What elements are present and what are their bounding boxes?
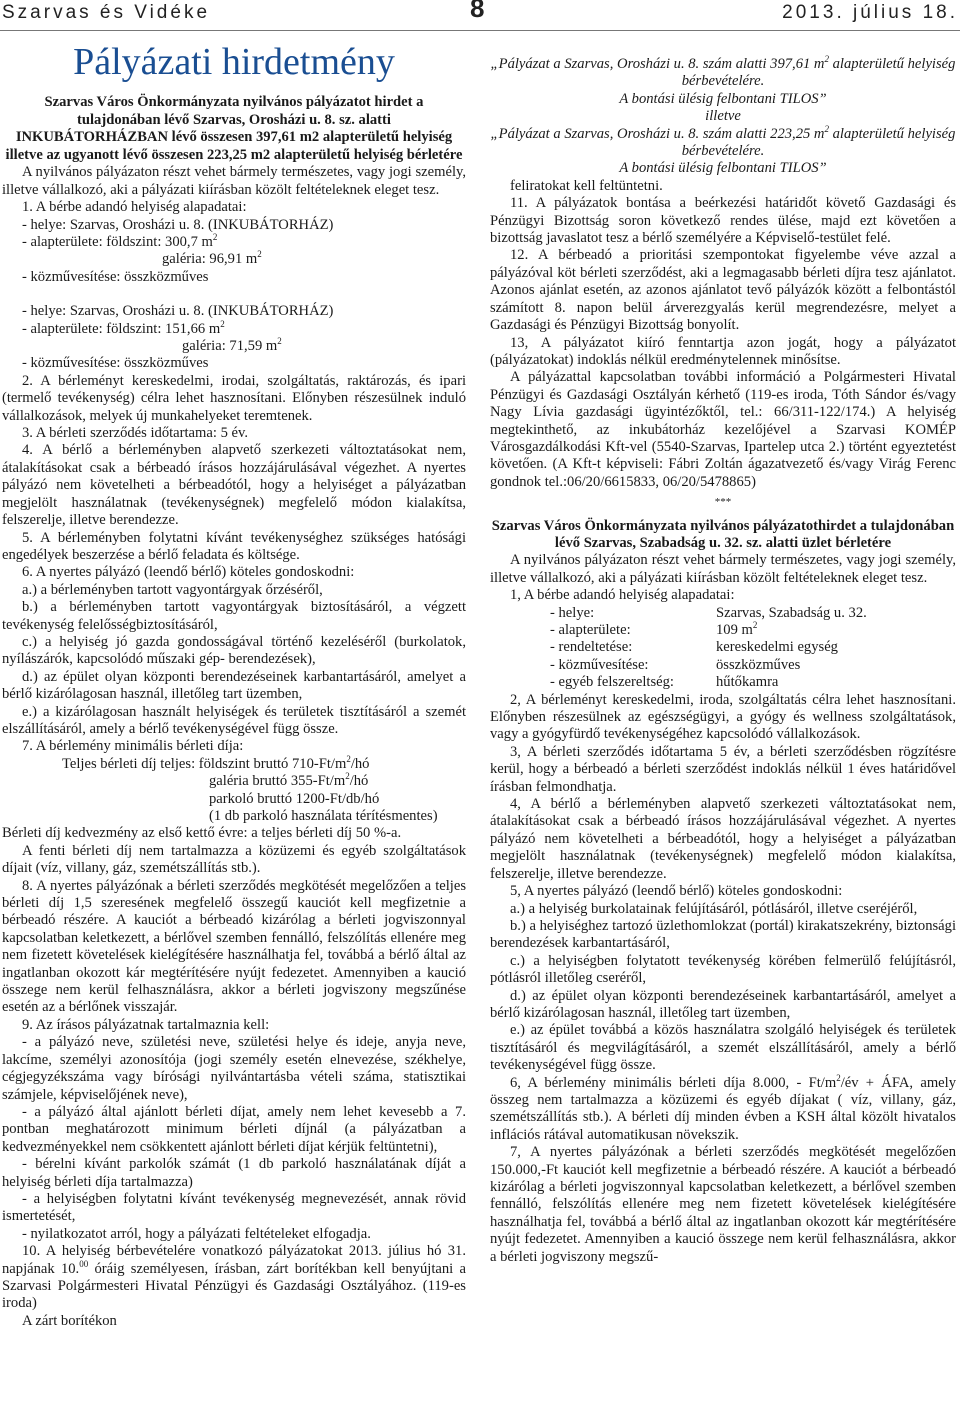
paragraph: e.) a kizárólagosan használt helyiségek és területek tisztításáról a szemét elszállításáról, amely a bérlő tevékenységével függ össze. <box>2 703 466 737</box>
paragraph: 6, A bérlemény minimális bérleti díja 8.000, - $Ft/m^2/év$ + ÁFA, amely összeg nem tartalmazza a közüzemi és egyéb díjakat ( víz, villany, gáz, szemétszállítás stb.). A bérleti díj minden évben a KSH által közölt hivatalos inflációs rátával automatikusan növekszik. <box>490 1072 957 1143</box>
paragraph: 10. A helyiség bérbevételére vonatkozó pályázatokat 2013. július hó 31. napjának 10.00 óráig személyesen, írásban, zárt borítékban kell benyújtani a Szarvasi Polgármesteri Hivatal Pénzügyi és Gazdasági Osztályához. (119-es iroda) <box>2 1243 466 1312</box>
page-title: Pályázati hirdetmény <box>73 41 395 83</box>
paragraph: d.) az épület olyan központi berendezéseinek karbantartásáról, amelyet a bérlő kizárólagosan használ, illetőleg tart üzemben, <box>2 668 466 703</box>
paragraph: Bérleti díj kedvezmény az első kettő évre: a teljes bérleti díj 50 %-a. <box>2 825 402 842</box>
paragraph: e.) az épület továbbá a közös használatra szolgáló helyiségek és területek tisztításáról és megvilágításáról, a szemét elszállításáról, amely a bérlő tevékenységével függ össze. <box>490 1022 956 1074</box>
data-line: galéria: 96,91 $m^2$ <box>162 249 262 268</box>
paragraph: 5, A nyertes pályázó (leendő bérlő) köteles gondoskodni: <box>510 883 843 900</box>
data-line: - közművesítése: összközműves <box>22 355 209 372</box>
page-number: 8 <box>470 0 485 23</box>
paragraph: A fenti bérleti díj nem tartalmazza a közüzemi és egyéb szolgáltatások díjait (víz, villany, gáz, szemétszállítás stb.). <box>2 842 466 877</box>
paragraph: 5. A bérleményben folytatni kívánt tevékenységhez szükséges hatósági engedélyek beszerzése a bérlő feladata és költsége. <box>2 529 466 563</box>
section-divider: *** <box>714 496 732 509</box>
paragraph: 4, A bérlő a bérleményben alapvető szerkezeti változtatásokat nem, átalakításokat csak a bérbeadó írásos hozzájárulásával végezhet. A nyertes pályázó nem követelheti a bérbeadótól, hogy a helyiséget a pályázatban megjelölt használatnak (tevékenységnek) megfelelő módon kialakítsa, felszerelje, illetve berendezze. <box>490 796 956 882</box>
paragraph: 13, A pályázatot kiíró fenntartja azon jogát, hogy a pályázatot (pályázatokat) indoklás nélkül eredménytelennek minősítse. <box>490 334 956 368</box>
data-row: - helye: Szarvas, Szabadság u. 32. <box>550 604 867 621</box>
paragraph: A nyilvános pályázaton részt vehet bármely természetes, vagy jogi személy, illetve vállalkozó, aki a pályázati kiírásban közölt feltételeknek eleget tesz. <box>2 164 466 198</box>
paragraph: a.) a bérleményben tartott vagyontárgyak őrzéséről, <box>22 581 323 598</box>
paragraph: 12. A bérbeadó a prioritási szempontokat figyelembe véve azzal a pályázóval köt bérleti szerződést, aki a legmagasabb bérleti díjra tesz ajánlatot. Azonos ajánlat esetén, az azonos ajánlatot tevő pályázók között a felbontástól számított 8. napon belül árverezgyalás kerül megrendezésre, melyet a Gazdasági és Pénzügyi Bizottság bonyolít. <box>490 247 956 334</box>
data-line: - közművesítése: összközműves <box>22 268 209 285</box>
paragraph: 4. A bérlő a bérleményben alapvető szerkezeti változtatásokat nem, átalakításokat csak a bérbeadó írásos hozzájárulásával végezhet. A nyertes pályázó nem követelheti a bérbeadótól, hogy a helyiséget a pályázatban megjelölt használatnak (tevékenységnek) megfelelő módon kialakítsa, felszerelje, illetve berendezze. <box>2 442 466 529</box>
paragraph: 11. A pályázatok bontása a beérkezési határidőt követő Gazdasági és Pénzügyi Bizottság soron következő rendes ülése, majd ezt követően a bizottság javaslatot tesz a bérlő személyére a Képviselő-testület felé. <box>490 195 956 247</box>
page-header <box>0 0 960 31</box>
data-line: galéria: 71,59 $m^2$ <box>182 336 282 355</box>
fee-line: parkoló bruttó 1200-Ft/db/hó <box>209 790 380 807</box>
paragraph: 7. A bérlemény minimális bérleti díja: <box>22 738 244 755</box>
paragraph: 7, A nyertes pályázónak a bérleti szerződés megkötését megelőzően 150.000,-Ft kauciót kell megfizetnie a bérbeadó részére. A kauciót a bérbeadó kizárólag a bérleti jogviszonnyal kapcsolatban keletkezett, a bérlővel szemben fennálló, felszólítás ellenére meg nem fizetett követelések kielégítésére használhatja fel, továbbá a bérlő által az ingatlanban okozott kár megtérítésére nyújt fedezetet. Amennyiben a kaució összege nem kerül felhasználásra, akkor a bérleti jogviszony megszű- <box>490 1144 956 1265</box>
data-row: - alapterülete: 109 $m^2$ <box>550 620 758 638</box>
fee-line: galéria bruttó $355-Ft/m^2/hó$ <box>209 771 369 790</box>
paragraph: c.) a helyiség jó gazda gondosságával történő kezeléséről (burkolatok, nyílászárók, kapcsolódó műszaki gép- berendezések), <box>2 633 466 668</box>
paragraph: c.) a helyiségben folytatott tevékenység körében felmerülő felújításról, pótlásról illetőleg cseréről, <box>490 952 956 987</box>
paragraph: 8. A nyertes pályázónak a bérleti szerződés megkötését megelőzően a teljes bérleti díj 1,5 szeresének megfelelő összegű kauciót kell megfizetnie a bérbeadó részére. A kauciót a bérbeadó kizárólag a bérleti jogviszonnyal kapcsolatban keletkezett, a bérlővel szemben fennálló, felszólítás ellenére meg nem fizetett követelések kielégítésére használhatja fel, továbbá a bérlő által az ingatlanban okozott kár megtérítésére nyújt fedezetet. Amennyiben a kaució összege nem kerül felhasználásra, akkor a bérleti jogviszony megszűnése esetén az a bérlőnek visszajár. <box>2 877 466 1016</box>
paragraph: 2, A bérleményt kereskedelmi, iroda, szolgáltatás célra lehet hasznosítani. Előnyben részesülnek az egészségügyi, a gyógy és wellness szolgáltatások, vagy a gyógyfürdő tevékenységéhez kapcsolódó vállalkozások. <box>490 691 956 743</box>
newspaper-name: Szarvas és Vidéke <box>2 2 211 23</box>
paragraph: - a pályázó neve, születési neve, születési helye és ideje, anyja neve, lakcíme, személyi azonosítója (jogi személy esetén elnevezése, székhelye, cégjegyzékszáma vagy bírósági nyilvántartásba vételi száma, statisztikai számjele, képviselőjének neve), <box>2 1034 466 1103</box>
issue-date: 2013. július 18. <box>782 2 958 23</box>
paragraph: - a pályázó által ajánlott bérleti díjat, amely nem lehet kevesebb a 7. pontban meghatározott minimum bérleti díjnál (a pályázatban a kedvezményekkel nem csökkentett ajánlott bérleti díjat kérjük feltüntetni), <box>2 1103 466 1155</box>
paragraph: 9. Az írásos pályázatnak tartalmaznia kell: <box>22 1016 270 1033</box>
left-column <box>2 36 466 1330</box>
paragraph: a.) a helyiség burkolatainak felújításáról, pótlásáról, illetve cseréjéről, <box>510 900 918 917</box>
announcement-lead: Szarvas Város Önkormányzata nyilvános pályázatot hirdet a tulajdonában lévő Szarvas, Orosházi u. 8. sz. alatti INKUBÁTORHÁZBAN lévő összesen 397,61 m2 alapterületű helyiség illetve az ugyanott lévő összesen 223,25 m2 alapterületű helyiség bérletére <box>5 94 463 163</box>
paragraph: - a helyiségben folytatni kívánt tevékenység megnevezését, annak rövid ismertetését, <box>2 1190 466 1225</box>
paragraph: A zárt borítékon <box>22 1312 117 1329</box>
paragraph: A nyilvános pályázaton részt vehet bármely természetes, vagy jogi személy, illetve vállalkozó, aki a pályázati kiírásban közölt feltételeknek eleget tesz. <box>490 552 956 586</box>
paragraph: b.) a bérleményben tartott vagyontárgyak biztosításáról, a végzett tevékenység felelősségbiztosításáról, <box>2 599 466 633</box>
paragraph: 1, A bérbe adandó helyiség alapadatai: <box>510 587 735 604</box>
paragraph: feliratokat kell feltüntetni. <box>510 177 663 194</box>
paragraph: - nyilatkozatot arról, hogy a pályázati feltételeket elfogadja. <box>22 1225 371 1242</box>
right-column <box>490 56 956 1266</box>
fee-line: (1 db parkoló használata térítésmentes) <box>209 808 438 824</box>
section-title: Szarvas Város Önkormányzata nyilvános pályázatothirdet a tulajdonában lévő Szarvas, Szabadság u. 32. sz. alatti üzlet bérletére <box>491 517 955 551</box>
envelope-label: illetve <box>705 108 741 125</box>
paragraph: d.) az épület olyan központi berendezéseinek karbantartásáról, amelyet a bérlő kizárólagosan használ, illetőleg tart üzemben, <box>490 987 956 1021</box>
paragraph: 6. A nyertes pályázó (leendő bérlő) köteles gondoskodni: <box>22 564 355 581</box>
fee-line: Teljes bérleti díj teljes: földszint bruttó $710-Ft/m^2/hó$ <box>62 753 370 772</box>
envelope-label: A bontási ülésig felbontani TILOS” <box>619 90 827 107</box>
data-line: - helye: Szarvas, Orosházi u. 8. (INKUBÁTORHÁZ) <box>22 303 334 320</box>
data-row: - egyéb felszereltség: hűtőkamra <box>550 674 779 691</box>
paragraph: 2. A bérleményt kereskedelmi, irodai, szolgáltatás, raktározás, és ipari (termelő tevékenység) célra lehet hasznosítani. Előnyben részesülnek induló vállalkozások, melyek új munkahelyeket teremtenek. <box>2 372 466 424</box>
data-line: - alapterülete: földszint: 300,7 $m^2$ <box>22 232 218 250</box>
envelope-label: „Pályázat a Szarvas, Orosházi u. 8. szám alatti 397,61 $m^2$ alapterületű helyiség bérbevételére. <box>490 54 956 90</box>
paragraph: 3. A bérleti szerződés időtartama: 5 év. <box>22 425 248 442</box>
paragraph: 1. A bérbe adandó helyiség alapadatai: <box>22 199 247 216</box>
data-line: - helye: Szarvas, Orosházi u. 8. (INKUBÁTORHÁZ) <box>22 216 334 233</box>
data-row: - rendeltetése: kereskedelmi egység <box>550 639 838 656</box>
paragraph: - bérelni kívánt parkolók számát (1 db parkoló használatának díját a helyiség bérleti díja tartalmazza) <box>2 1156 466 1190</box>
envelope-label: A bontási ülésig felbontani TILOS” <box>619 160 827 177</box>
data-row: - közművesítése: összközműves <box>550 656 801 673</box>
data-line: - alapterülete: földszint: 151,66 $m^2$ <box>22 318 225 337</box>
paragraph: b.) a helyiséghez tartozó üzlethomlokzat (portál) kirakatszekrény, biztonsági berendezések karbantartásáról, <box>490 917 957 952</box>
paragraph: A pályázattal kapcsolatban további információ a Polgármesteri Hivatal Pénzügyi és Gazdasági Osztályán kérhető (119-es iroda, Tóth Sándor és/vagy Nagy Lívia gazdasági ügyintézőktől, tel.: 66/311-122/174.) A helyiség megtekinthető, az inkubátorház kezelőjével a Szarvasi KOMÉP Városgazdálkodási Kft-vel (5540-Szarvas, Ipartelep utca 2.) történt egyeztetést követően. (A Kft-t képviseli: Fábri Zoltán ágazatvezető és/vagy Virág Ferenc gondnok tel.:06/20/6615833, 06/20/5478865) <box>490 369 956 490</box>
paragraph: 3, A bérleti szerződés időtartama 5 év, a bérleti szerződésben rögzítésre kerül, hogy a bérbeadó a bérleti szerződést indoklás nélkül 1 éves határidővel írásban felmondhatja. <box>490 743 956 795</box>
envelope-label: „Pályázat a Szarvas, Orosházi u. 8. szám alatti 223,25 $m^2$ alapterületű helyiség bérbevételére. <box>490 123 956 160</box>
